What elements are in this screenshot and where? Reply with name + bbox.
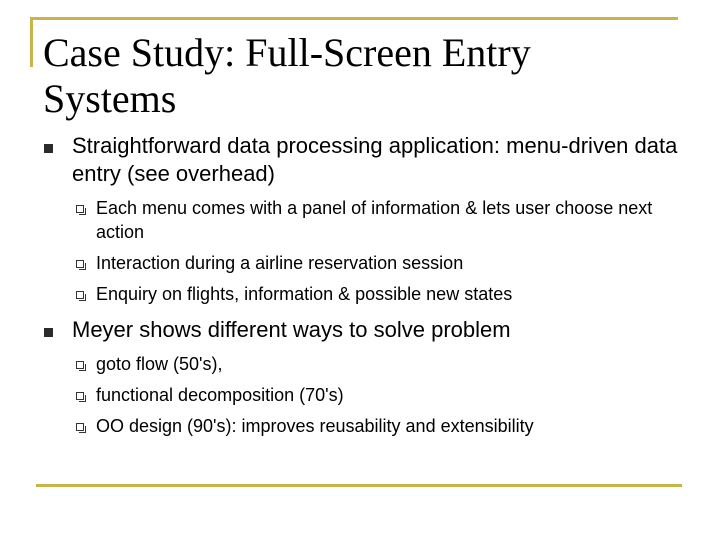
bullet-item <box>36 316 696 438</box>
square-bullet-icon <box>44 144 53 153</box>
bullet-list <box>36 132 696 448</box>
sub-bullet-item <box>72 352 696 376</box>
sub-bullet-item <box>72 383 696 407</box>
sub-bullet-text: OO design (90's): improves reusability and extensibility <box>96 416 534 436</box>
sub-bullet-text: Interaction during a airline reservation session <box>96 253 464 273</box>
sub-bullet-item <box>72 414 696 438</box>
sub-bullet-text: Enquiry on flights, information & possible new states <box>96 284 513 304</box>
sub-bullet-item <box>72 251 696 275</box>
sub-bullet-list <box>72 196 696 306</box>
bullet-text: Meyer shows different ways to solve problem <box>72 317 511 342</box>
hollow-square-bullet-icon <box>76 260 84 268</box>
bullet-text: Straightforward data processing application: menu‐driven data entry (see overhead) <box>72 133 678 186</box>
hollow-square-bullet-icon <box>76 205 84 213</box>
square-bullet-icon <box>44 328 53 337</box>
sub-bullet-list <box>72 352 696 438</box>
hollow-square-bullet-icon <box>76 361 84 369</box>
top-rule <box>30 17 678 20</box>
sub-bullet-text: functional decomposition (70's) <box>96 385 344 405</box>
sub-bullet-item <box>72 196 696 244</box>
slide-title: Case Study: Full‐Screen Entry Systems <box>43 30 531 121</box>
bottom-rule <box>36 484 682 487</box>
sub-bullet-text: Each menu comes with a panel of information & lets user choose next action <box>96 198 653 242</box>
sub-bullet-item <box>72 282 696 306</box>
bullet-item <box>36 132 696 306</box>
sub-bullet-text: goto flow (50's), <box>96 354 223 374</box>
left-rule <box>30 17 33 67</box>
hollow-square-bullet-icon <box>76 423 84 431</box>
hollow-square-bullet-icon <box>76 291 84 299</box>
hollow-square-bullet-icon <box>76 392 84 400</box>
